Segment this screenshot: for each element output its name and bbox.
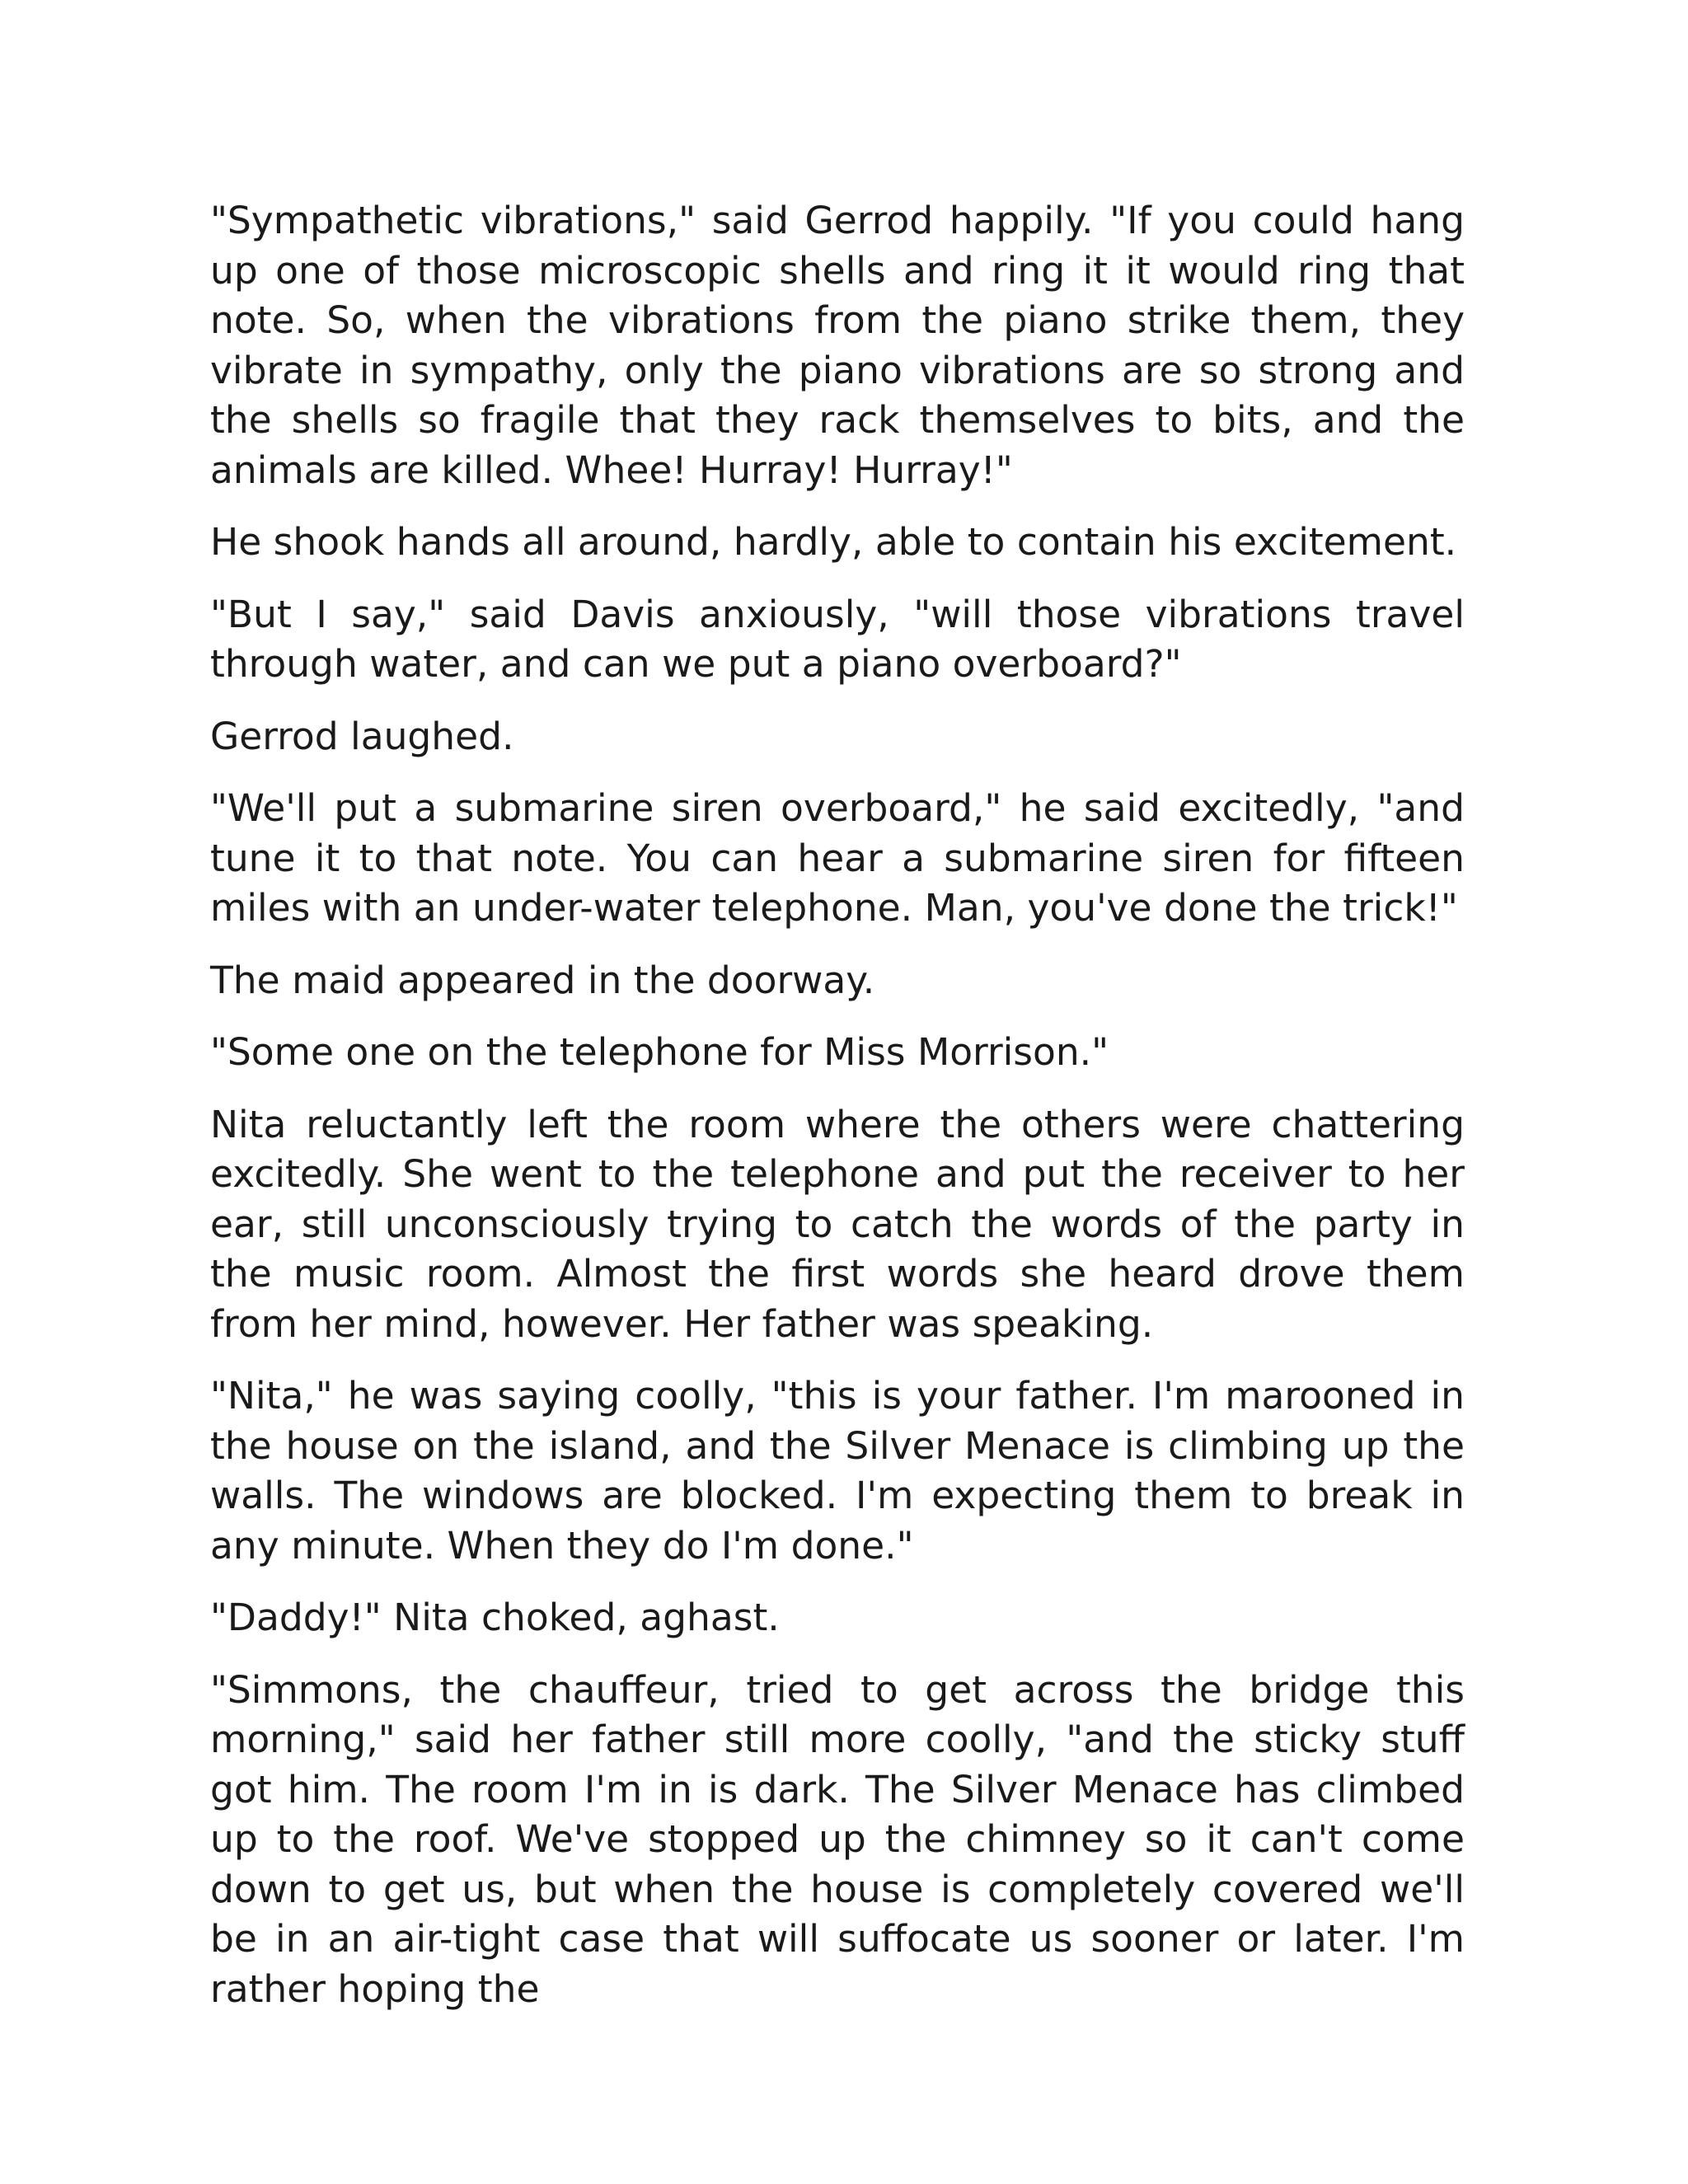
paragraph-2: He shook hands all around, hardly, able to contain his excitement. (210, 520, 1457, 564)
paragraph-8: Nita reluctantly left the room where the others were chattering excitedly. She went to the telephone and put the receiver to her ear, still unconsciously trying to catch the words of the party in the music room. Almost the first words she heard drove them from her mind, however. Her father was speaking. (210, 1102, 1465, 1346)
paragraph-7: "Some one on the telephone for Miss Morrison." (210, 1030, 1109, 1074)
paragraph-10: "Daddy!" Nita choked, aghast. (210, 1596, 780, 1639)
paragraph-11: "Simmons, the chauffeur, tried to get across the bridge this morning," said her father still more coolly, "and the sticky stuff got him. The room I'm in is dark. The Silver Menace has climbed up to the roof. We've stopped up the chimney so it can't come down to get us, but when the house is completely covered we'll be in an air-tight case that will suffocate us sooner or later. I'm rather hoping the (210, 1667, 1465, 2011)
paragraph-5: "We'll put a submarine siren overboard," he said excitedly, "and tune it to that note. You can hear a submarine siren for fifteen miles with an under-water telephone. Man, you've done the trick!" (210, 786, 1465, 930)
paragraph-4: Gerrod laughed. (210, 714, 514, 758)
paragraph-6: The maid appeared in the doorway. (210, 958, 875, 1002)
paragraph-1: "Sympathetic vibrations," said Gerrod happily. "If you could hang up one of those microscopic shells and ring it it would ring that note. So, when the vibrations from the piano strike them, they vibrate in sympathy, only the piano vibrations are so strong and the shells so fragile that they rack themselves to bits, and the animals are killed. Whee! Hurray! Hurray!" (210, 199, 1465, 492)
paragraph-9: "Nita," he was saying coolly, "this is your father. I'm marooned in the house on the island, and the Silver Menace is climbing up the walls. The windows are blocked. I'm expecting them to break in any minute. When they do I'm done." (210, 1374, 1465, 1568)
body-text (210, 196, 1465, 2036)
paragraph-3: "But I say," said Davis anxiously, "will those vibrations travel through water, and can we put a piano overboard?" (210, 592, 1465, 686)
